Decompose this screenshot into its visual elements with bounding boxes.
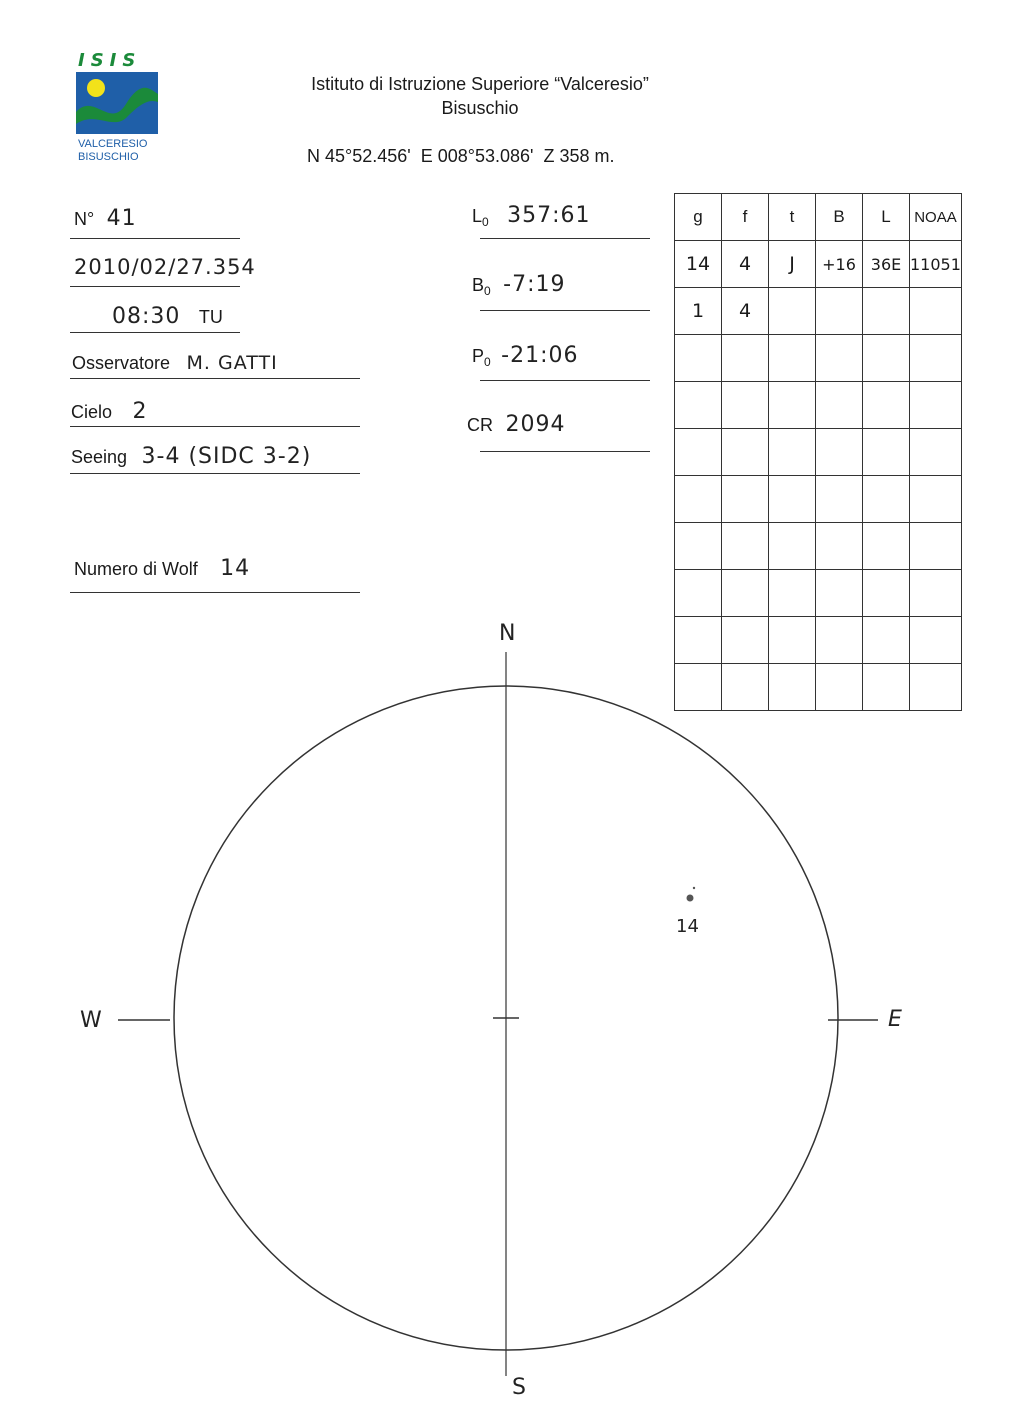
seeing-value: 3-4 (SIDC 3-2) xyxy=(141,444,312,469)
table-cell xyxy=(675,429,722,476)
observation-time xyxy=(112,304,223,329)
table-cell xyxy=(722,335,769,382)
observer-row xyxy=(72,352,278,374)
header-l: L xyxy=(863,194,910,241)
table-row xyxy=(675,476,962,523)
table-row xyxy=(675,335,962,382)
group-label: 14 xyxy=(676,916,699,937)
table-cell xyxy=(675,382,722,429)
table-cell: J xyxy=(769,241,816,288)
table-cell xyxy=(675,523,722,570)
table-row xyxy=(675,241,962,288)
observer-value: M. GATTI xyxy=(186,352,278,374)
table-cell xyxy=(769,429,816,476)
rule-l0 xyxy=(480,238,650,239)
table-cell xyxy=(863,288,910,335)
p0-row xyxy=(472,343,579,369)
p0-label: $P_0$ xyxy=(472,346,491,369)
institute-town: Bisuschio xyxy=(441,98,519,118)
rule-observer xyxy=(70,378,360,379)
l0-row xyxy=(472,203,591,229)
table-row xyxy=(675,382,962,429)
header-noaa: NOAA xyxy=(910,194,962,241)
header-b: B xyxy=(816,194,863,241)
number-value: 41 xyxy=(106,206,137,231)
table-cell xyxy=(769,523,816,570)
wolf-value: 14 xyxy=(220,556,251,581)
table-cell xyxy=(722,429,769,476)
table-cell xyxy=(722,476,769,523)
table-cell xyxy=(910,382,962,429)
table-cell: 11051 xyxy=(910,241,962,288)
header-f: f xyxy=(722,194,769,241)
sky-label: Cielo xyxy=(71,402,113,422)
b0-row xyxy=(472,272,566,298)
l0-label: $L_0$ xyxy=(472,206,489,229)
observer-label: Osservatore xyxy=(72,353,171,373)
rule-seeing xyxy=(70,473,360,474)
logo-line2: BISUSCHIO xyxy=(78,151,139,163)
table-cell: 4 xyxy=(722,288,769,335)
table-cell: +16 xyxy=(816,241,863,288)
table-cell xyxy=(675,335,722,382)
table-cell: 4 xyxy=(722,241,769,288)
logo-emblem xyxy=(76,72,158,134)
table-cell xyxy=(769,382,816,429)
table-cell xyxy=(816,476,863,523)
table-cell xyxy=(910,523,962,570)
rule-sky xyxy=(70,426,360,427)
logo-top-text: ISIS xyxy=(78,50,142,71)
header-t: t xyxy=(769,194,816,241)
site-coordinates: N 45°52.456' E 008°53.086' Z 358 m. xyxy=(307,146,615,166)
table-header-row xyxy=(675,194,962,241)
sky-row xyxy=(71,399,147,424)
institute-name: Istituto di Istruzione Superiore “Valceresio” xyxy=(311,74,649,94)
table-cell xyxy=(769,288,816,335)
table-cell xyxy=(816,382,863,429)
table-cell xyxy=(863,476,910,523)
table-cell xyxy=(910,429,962,476)
table-row xyxy=(675,288,962,335)
south-label: S xyxy=(512,1375,526,1400)
table-cell xyxy=(722,382,769,429)
record-number xyxy=(74,206,137,231)
table-row xyxy=(675,523,962,570)
table-cell xyxy=(863,429,910,476)
header-g: g xyxy=(675,194,722,241)
rule-time xyxy=(70,332,240,333)
west-label: W xyxy=(80,1008,102,1033)
table-cell xyxy=(910,335,962,382)
table-cell: 1 xyxy=(675,288,722,335)
time-unit: TU xyxy=(198,307,223,327)
east-label: E xyxy=(888,1007,902,1032)
table-cell xyxy=(863,523,910,570)
school-logo xyxy=(70,50,170,170)
sky-value: 2 xyxy=(132,399,148,424)
north-label: N xyxy=(499,621,516,646)
table-row xyxy=(675,429,962,476)
rule-wolf xyxy=(70,592,360,593)
table-cell xyxy=(769,476,816,523)
b0-value: -7:19 xyxy=(503,272,566,297)
table-cell xyxy=(816,335,863,382)
wolf-row xyxy=(74,556,250,581)
number-label: N° xyxy=(74,209,95,229)
wolf-label: Numero di Wolf xyxy=(74,559,198,579)
table-cell xyxy=(816,523,863,570)
l0-value: 357:61 xyxy=(507,203,591,228)
rule-date xyxy=(70,286,240,287)
observation-date: 2010/02/27.354 xyxy=(74,255,256,279)
rule-p0 xyxy=(480,380,650,381)
sunspot xyxy=(687,895,694,902)
b0-label: $B_0$ xyxy=(472,275,491,298)
table-cell xyxy=(910,476,962,523)
seeing-label: Seeing xyxy=(71,447,128,467)
rule-cr xyxy=(480,451,650,452)
cr-label: CR xyxy=(467,415,493,435)
table-cell xyxy=(910,288,962,335)
logo-line1: VALCERESIO xyxy=(78,138,148,150)
table-cell xyxy=(816,429,863,476)
sunspot xyxy=(693,887,695,889)
table-cell xyxy=(769,335,816,382)
table-cell xyxy=(816,288,863,335)
rule-b0 xyxy=(480,310,650,311)
table-cell xyxy=(863,335,910,382)
table-cell: 14 xyxy=(675,241,722,288)
solar-disk-drawing xyxy=(0,600,1024,1410)
cr-value: 2094 xyxy=(505,412,566,437)
table-cell: 36E xyxy=(863,241,910,288)
rule-number xyxy=(70,238,240,239)
p0-value: -21:06 xyxy=(501,343,579,368)
seeing-row xyxy=(71,444,311,469)
time-value: 08:30 xyxy=(112,304,181,329)
table-cell xyxy=(863,382,910,429)
table-cell xyxy=(722,523,769,570)
table-cell xyxy=(675,476,722,523)
cr-row xyxy=(467,412,565,437)
